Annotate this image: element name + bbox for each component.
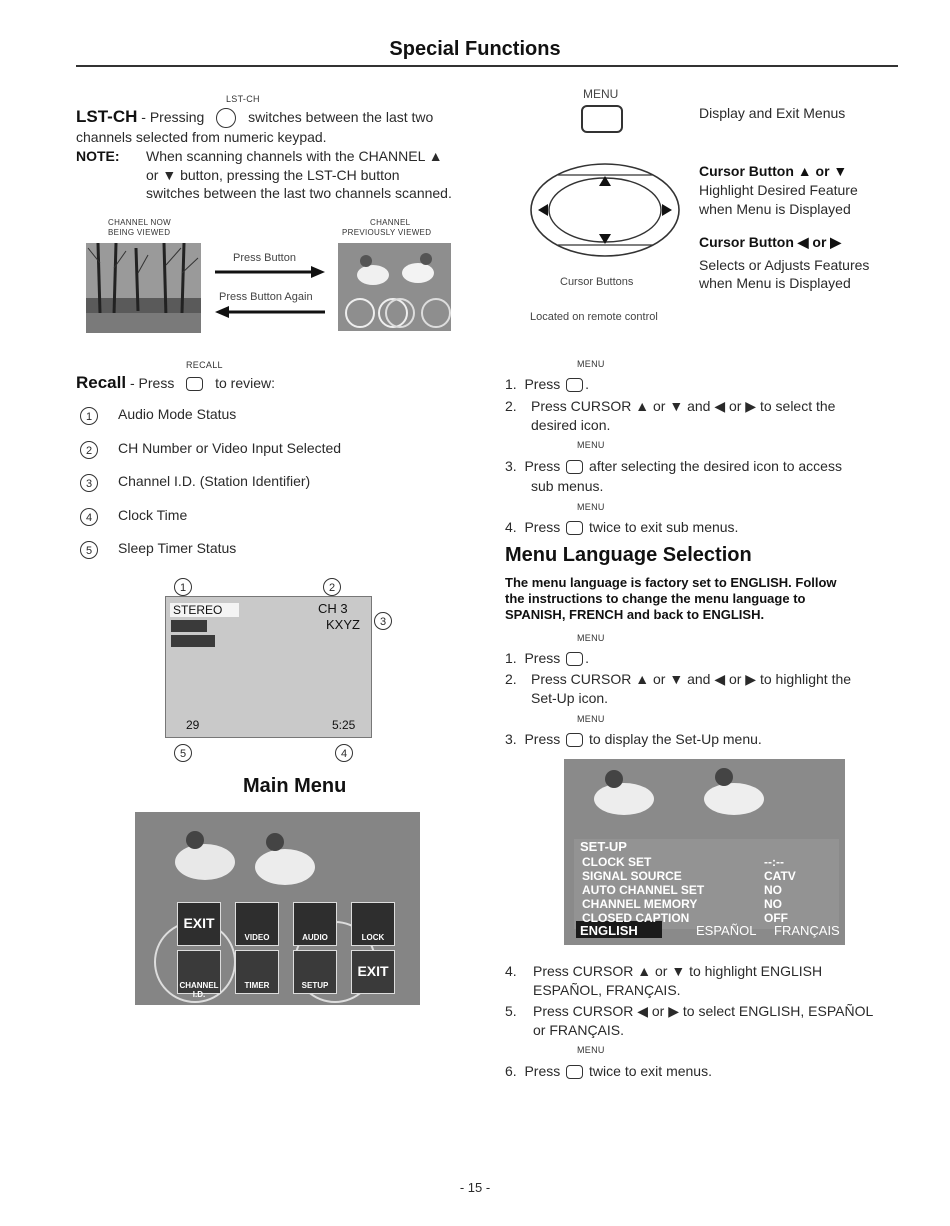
menu-icon-top-3[interactable] bbox=[351, 902, 395, 946]
setup-row-value: --:-- bbox=[764, 855, 784, 869]
setup-row-label[interactable]: SIGNAL SOURCE bbox=[582, 869, 682, 883]
lang-francais[interactable]: FRANÇAIS bbox=[774, 923, 840, 938]
step-1-num: 1. bbox=[505, 376, 517, 392]
lang-espanol[interactable]: ESPAÑOL bbox=[696, 923, 757, 938]
setup-row-label[interactable]: CHANNEL MEMORY bbox=[582, 897, 698, 911]
arrow-left-icon bbox=[215, 305, 325, 323]
station-id: KXYZ bbox=[326, 617, 360, 632]
lang-english[interactable]: ENGLISH bbox=[580, 923, 638, 938]
menu-icon-bottom-2[interactable] bbox=[293, 950, 337, 994]
callout-5: 5 bbox=[174, 744, 192, 762]
channel-number: CH 3 bbox=[318, 601, 348, 616]
step-2-text-b: desired icon. bbox=[531, 417, 611, 433]
setup-row-label[interactable]: CLOCK SET bbox=[582, 855, 652, 869]
menu-button-icon bbox=[581, 105, 623, 133]
recall-item-number: 1 bbox=[80, 407, 98, 425]
lang-step-3 bbox=[505, 730, 762, 749]
note-label: NOTE: bbox=[76, 148, 120, 164]
step-3 bbox=[505, 457, 842, 476]
step-4 bbox=[505, 518, 738, 537]
lang-step-1-num: 1. bbox=[505, 650, 517, 666]
language-intro-1: The menu language is factory set to ENGLISH. Follow bbox=[505, 575, 837, 590]
clock-value: 5:25 bbox=[332, 718, 356, 732]
recall-item-number: 2 bbox=[80, 441, 98, 459]
callout-1: 1 bbox=[174, 578, 192, 596]
caption-prev-2: PREVIOUSLY VIEWED bbox=[342, 228, 432, 237]
recall-item-number: 3 bbox=[80, 474, 98, 492]
menu-icon-bottom-3[interactable] bbox=[351, 950, 395, 994]
cyclists-image-small bbox=[338, 243, 451, 331]
callout-3: 3 bbox=[374, 612, 392, 630]
recall-heading: Recall bbox=[76, 373, 127, 392]
recall-key-icon bbox=[186, 377, 203, 391]
language-intro-3: SPANISH, FRENCH and back to ENGLISH. bbox=[505, 607, 765, 622]
lang-step-4-text-b: ESPAÑOL, FRANÇAIS. bbox=[533, 982, 681, 998]
lstch-paragraph bbox=[76, 107, 486, 128]
lang-step6-menu-label: MENU bbox=[577, 1045, 605, 1055]
setup-row-value: NO bbox=[764, 897, 782, 911]
recall-button-label: RECALL bbox=[186, 360, 223, 370]
step-1-end: . bbox=[585, 376, 590, 392]
setup-row-label[interactable]: AUTO CHANNEL SET bbox=[582, 883, 705, 897]
cursor-lr-line1: Selects or Adjusts Features bbox=[699, 257, 870, 273]
lang-step-3-text-b: to display the Set-Up menu. bbox=[589, 731, 762, 747]
menu-icon-top-2[interactable] bbox=[293, 902, 337, 946]
cursor-ud-line1: Highlight Desired Feature bbox=[699, 182, 858, 198]
page-number: - 15 - bbox=[459, 1180, 491, 1195]
callout-2: 2 bbox=[323, 578, 341, 596]
lstch-text-b: switches between the last two bbox=[248, 109, 434, 125]
menu-key-icon bbox=[566, 733, 583, 747]
lang-step1-menu-label: MENU bbox=[577, 633, 605, 643]
setup-row-value: OFF bbox=[764, 911, 788, 925]
caption-prev-1: CHANNEL bbox=[370, 218, 411, 227]
menu-icon-label: VIDEO bbox=[244, 933, 270, 942]
audio-mode-block bbox=[171, 620, 207, 632]
lang-step-6-num: 6. bbox=[505, 1063, 517, 1079]
menu-icon-label: EXIT bbox=[183, 915, 215, 931]
menu-key-icon bbox=[566, 1065, 583, 1079]
lang-step-6-text-b: twice to exit menus. bbox=[589, 1063, 712, 1079]
lang-step-3-num: 3. bbox=[505, 731, 517, 747]
step-2-num: 2. bbox=[505, 398, 517, 414]
recall-text-b: to review: bbox=[215, 375, 276, 391]
recall-text-a: - Press bbox=[129, 375, 175, 391]
audio-mode-block-2 bbox=[171, 635, 215, 647]
setup-row-value: NO bbox=[764, 883, 782, 897]
menu-icon-bottom-0[interactable] bbox=[177, 950, 221, 999]
language-intro-2: the instructions to change the menu language to bbox=[505, 591, 806, 606]
located-caption: Located on remote control bbox=[530, 311, 658, 323]
lstch-line2: channels selected from numeric keypad. bbox=[76, 129, 327, 145]
language-heading: Menu Language Selection bbox=[505, 544, 752, 566]
lang-step-2-text: Press CURSOR ▲ or ▼ and ◀ or ▶ to highlight the bbox=[531, 671, 852, 687]
stereo-indicator: STEREO bbox=[170, 603, 239, 617]
step-1-text: Press bbox=[524, 376, 561, 392]
press-again-text: Press Button Again bbox=[219, 291, 313, 303]
setup-menu-screen bbox=[564, 759, 845, 945]
step-1 bbox=[505, 375, 589, 394]
note-line-2: or ▼ button, pressing the LST-CH button bbox=[146, 167, 400, 183]
menu-icon-label: AUDIO bbox=[302, 933, 328, 942]
main-menu-screen bbox=[135, 812, 420, 1005]
main-menu-heading: Main Menu bbox=[243, 775, 347, 797]
lstch-round-button-icon bbox=[216, 108, 236, 128]
recall-item-number: 5 bbox=[80, 541, 98, 559]
step-3-text: Press bbox=[524, 458, 561, 474]
lstch-text-a: - Pressing bbox=[141, 109, 205, 125]
cursor-ud-title: Cursor Button ▲ or ▼ bbox=[699, 163, 848, 179]
lang-step-1-end: . bbox=[585, 650, 590, 666]
note-line-3: switches between the last two channels scanned. bbox=[146, 185, 452, 201]
lang-step-4-text: Press CURSOR ▲ or ▼ to highlight ENGLISH bbox=[533, 963, 823, 979]
cursor-lr-line2: when Menu is Displayed bbox=[699, 275, 851, 291]
cursor-lr-title: Cursor Button ◀ or ▶ bbox=[699, 234, 842, 250]
step4-menu-label: MENU bbox=[577, 502, 605, 512]
menu-key-icon bbox=[566, 460, 583, 474]
step-4-text-b: twice to exit sub menus. bbox=[589, 519, 739, 535]
setup-row-label[interactable]: CLOSED CAPTION bbox=[582, 911, 690, 925]
menu-icon-top-0[interactable] bbox=[177, 902, 221, 946]
step-3-text-b: after selecting the desired icon to access bbox=[589, 458, 842, 474]
menu-key-icon bbox=[566, 378, 583, 392]
tree-scene-image bbox=[86, 243, 201, 333]
title-rule bbox=[76, 65, 898, 67]
recall-tv-screen bbox=[165, 596, 372, 738]
cursor-ud-line2: when Menu is Displayed bbox=[699, 201, 851, 217]
menu-icon-bottom-1[interactable] bbox=[235, 950, 279, 994]
cursor-pad-icon bbox=[528, 160, 683, 265]
menu-icon-label: EXIT bbox=[357, 963, 389, 979]
callout-4: 4 bbox=[335, 744, 353, 762]
lang-step3-menu-label: MENU bbox=[577, 714, 605, 724]
lang-step-2-num: 2. bbox=[505, 671, 517, 687]
step-3-num: 3. bbox=[505, 458, 517, 474]
lang-step-4-num: 4. bbox=[505, 963, 517, 979]
main-menu-bottom-icons bbox=[175, 950, 415, 1000]
sleep-timer-value: 29 bbox=[186, 718, 200, 732]
setup-row-value: CATV bbox=[764, 869, 796, 883]
lang-step-1 bbox=[505, 649, 589, 668]
menu-key-icon bbox=[566, 652, 583, 666]
caption-now-1: CHANNEL NOW bbox=[108, 218, 172, 227]
recall-item-text: Audio Mode Status bbox=[118, 406, 237, 422]
recall-item-text: Channel I.D. (Station Identifier) bbox=[118, 473, 311, 489]
menu-icon-top-1[interactable] bbox=[235, 902, 279, 946]
lstch-heading: LST-CH bbox=[76, 107, 138, 126]
menu-icon-label: LOCK bbox=[361, 933, 385, 942]
step-2-text: Press CURSOR ▲ or ▼ and ◀ or ▶ to select the bbox=[531, 398, 836, 414]
arrow-right-icon bbox=[215, 265, 325, 283]
recall-item-text: Sleep Timer Status bbox=[118, 540, 237, 556]
menu-key-icon bbox=[566, 521, 583, 535]
lang-step-1-text: Press bbox=[524, 650, 561, 666]
cursor-buttons-caption: Cursor Buttons bbox=[560, 276, 634, 288]
lang-step-3-text: Press bbox=[524, 731, 561, 747]
recall-item-number: 4 bbox=[80, 508, 98, 526]
menu-label: MENU bbox=[583, 87, 619, 101]
lang-step-5-num: 5. bbox=[505, 1003, 517, 1019]
caption-now-2: BEING VIEWED bbox=[108, 228, 171, 237]
lstch-button-label: LST-CH bbox=[226, 94, 260, 104]
lang-step-2-text-b: Set-Up icon. bbox=[531, 690, 609, 706]
lang-step-5-text: Press CURSOR ◀ or ▶ to select ENGLISH, ESPAÑOL bbox=[533, 1003, 874, 1019]
step1-menu-label: MENU bbox=[577, 359, 605, 369]
menu-icon-label: TIMER bbox=[244, 981, 270, 990]
step-3-text-c: sub menus. bbox=[531, 478, 604, 494]
main-menu-top-icons bbox=[175, 902, 415, 952]
menu-icon-label: CHANNEL I.D. bbox=[179, 981, 219, 999]
lang-step-6-text: Press bbox=[524, 1063, 561, 1079]
lang-step-5-text-b: or FRANÇAIS. bbox=[533, 1022, 625, 1038]
recall-item-text: CH Number or Video Input Selected bbox=[118, 440, 342, 456]
setup-title: SET-UP bbox=[580, 839, 627, 854]
step3-menu-label: MENU bbox=[577, 440, 605, 450]
lang-step-6 bbox=[505, 1062, 712, 1081]
menu-icon-label: SETUP bbox=[301, 981, 329, 990]
step-4-num: 4. bbox=[505, 519, 517, 535]
recall-paragraph bbox=[76, 373, 275, 393]
press-button-text: Press Button bbox=[233, 252, 296, 264]
note-line-1: When scanning channels with the CHANNEL ▲ bbox=[146, 148, 443, 164]
recall-item-text: Clock Time bbox=[118, 507, 188, 523]
menu-description: Display and Exit Menus bbox=[699, 105, 846, 121]
step-4-text: Press bbox=[524, 519, 561, 535]
page-title: Special Functions bbox=[389, 38, 561, 60]
